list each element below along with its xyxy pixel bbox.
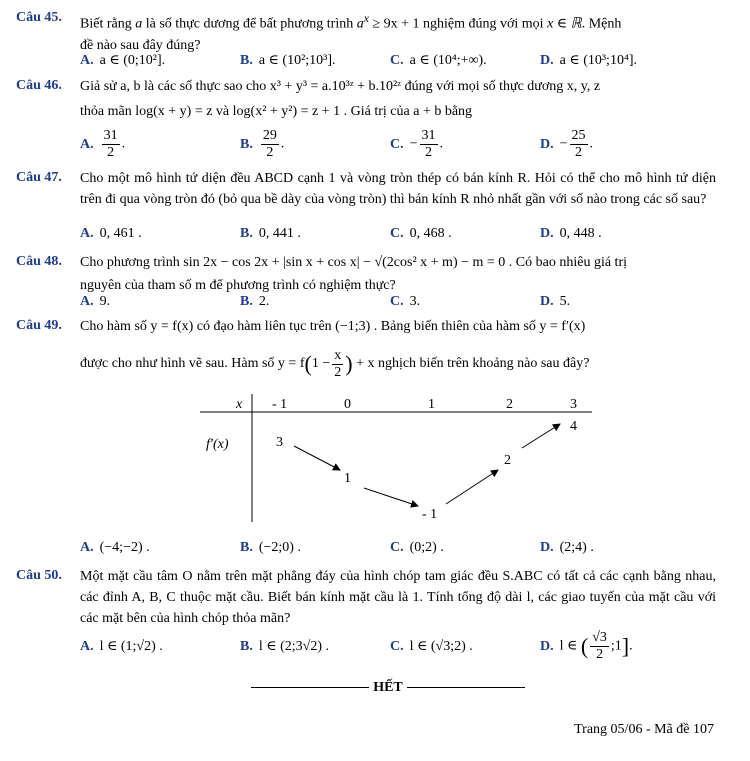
option-c[interactable]: C. 0, 468 . xyxy=(390,226,452,241)
option-d[interactable]: D. 5. xyxy=(540,294,571,309)
question-text: Biết rằng a là số thực dương để bất phương trình $a^x \ge 9x + 1$ nghiệm đúng với mọi x ∈ ℝ. Mệnh đề nào sau đây đúng? xyxy=(80,12,622,53)
page-footer: Trang 05/06 - Mã đề 107 xyxy=(574,722,714,737)
option-a[interactable]: A. a ∈ (0;10²]. xyxy=(80,53,166,68)
question-number: Câu 46. xyxy=(16,78,62,93)
x-value: - 1 xyxy=(272,397,288,412)
question-text: Cho phương trình sin 2x − cos 2x + |sin x + cos x| − √(2cos² x + m) − m = 0 . Có bao nhiêu giá trị nguyên của tham số m để phương trình có nghiệm thực? xyxy=(80,255,627,293)
x-value: 0 xyxy=(344,397,351,412)
option-c[interactable]: C. − $\frac{31}{2}$ . xyxy=(390,128,444,160)
x-value: 3 xyxy=(570,397,577,412)
x-value: 2 xyxy=(506,397,513,412)
option-a[interactable]: A. $\frac{31}{2}$ . xyxy=(80,128,126,160)
option-d[interactable]: D. − $\frac{25}{2}$ . xyxy=(540,128,594,160)
arrow-down xyxy=(364,488,418,506)
end-marker: HẾT xyxy=(240,680,536,696)
option-b[interactable]: B. (−2;0) . xyxy=(240,540,301,555)
x-value: 1 xyxy=(428,397,435,412)
option-b[interactable]: B. a ∈ (10²;10³]. xyxy=(240,53,336,68)
arrow-down xyxy=(294,446,340,470)
option-b[interactable]: B. 2. xyxy=(240,294,270,309)
option-b[interactable]: B. $\frac{29}{2}$ . xyxy=(240,128,285,160)
f-value: - 1 xyxy=(422,507,438,522)
option-a[interactable]: A. 9. xyxy=(80,294,111,309)
question-text: Một mặt cầu tâm O nằm trên mặt phẳng đáy của hình chóp tam giác đều S.ABC có tất cả các cạnh bằng nhau, các đỉnh A, B, C thuộc mặt cầu. Biết bán kính mặt cầu là 1. Tính tổng độ dài l, các giao tuyến của mặt cầu với các mặt bên của hình chóp thỏa mãn? xyxy=(80,569,716,626)
x-label: x xyxy=(236,397,243,412)
f-value: 3 xyxy=(276,435,283,450)
question-text: Cho hàm số y = f(x) có đạo hàm liên tục trên (−1;3) . Bảng biến thiên của hàm số y = f′(x) xyxy=(80,319,586,334)
f-value: 2 xyxy=(504,453,511,468)
question-number: Câu 49. xyxy=(16,318,62,333)
option-b[interactable]: B. l ∈ (2;3√2) . xyxy=(240,639,329,654)
question-number: Câu 45. xyxy=(16,10,62,25)
question-number: Câu 50. xyxy=(16,568,62,583)
option-a[interactable]: A. 0, 461 . xyxy=(80,226,142,241)
option-b[interactable]: B. 0, 441 . xyxy=(240,226,301,241)
option-d[interactable]: D. a ∈ (10³;10⁴]. xyxy=(540,53,637,68)
fx-label: f′(x) xyxy=(206,437,229,452)
question-text-line2: được cho như hình vẽ sau. Hàm số y = f(1 − $\frac{x}{2}$ ) + x nghịch biến trên khoảng nào sau đây? xyxy=(80,347,590,380)
option-c[interactable]: C. (0;2) . xyxy=(390,540,444,555)
question-number: Câu 47. xyxy=(16,170,62,185)
arrow-up xyxy=(522,424,560,448)
option-c[interactable]: C. l ∈ (√3;2) . xyxy=(390,639,473,654)
option-d[interactable]: D. (2;4) . xyxy=(540,540,594,555)
option-c[interactable]: C. a ∈ (10⁴;+∞). xyxy=(390,53,487,68)
question-number: Câu 48. xyxy=(16,254,62,269)
f-value: 1 xyxy=(344,471,351,486)
option-d[interactable]: D. l ∈ ( $\frac{√3}{2}$ ;1]. xyxy=(540,630,633,662)
option-a[interactable]: A. (−4;−2) . xyxy=(80,540,150,555)
option-a[interactable]: A. l ∈ (1;√2) . xyxy=(80,639,163,654)
question-text: Giả sử a, b là các số thực sao cho x³ + y³ = a.10³ᶻ + b.10²ᶻ đúng với mọi số thực dương x, y, z thỏa mãn log(x + y) = z và log(x² + y²) = z + 1 . Giá trị của a + b bằng xyxy=(80,79,601,119)
variation-table xyxy=(200,392,600,527)
option-c[interactable]: C. 3. xyxy=(390,294,421,309)
arrow-up xyxy=(446,470,498,504)
f-value: 4 xyxy=(570,419,577,434)
option-d[interactable]: D. 0, 448 . xyxy=(540,226,602,241)
question-text: Cho một mô hình tứ diện đều ABCD cạnh 1 và vòng tròn thép có bán kính R. Hỏi có thể cho mô hình tứ diện trên đi qua vòng tròn đó (bỏ qua bề dày của vòng tròn) thì bán kính R nhỏ nhất gần với số nào trong các số sau? xyxy=(80,171,716,207)
